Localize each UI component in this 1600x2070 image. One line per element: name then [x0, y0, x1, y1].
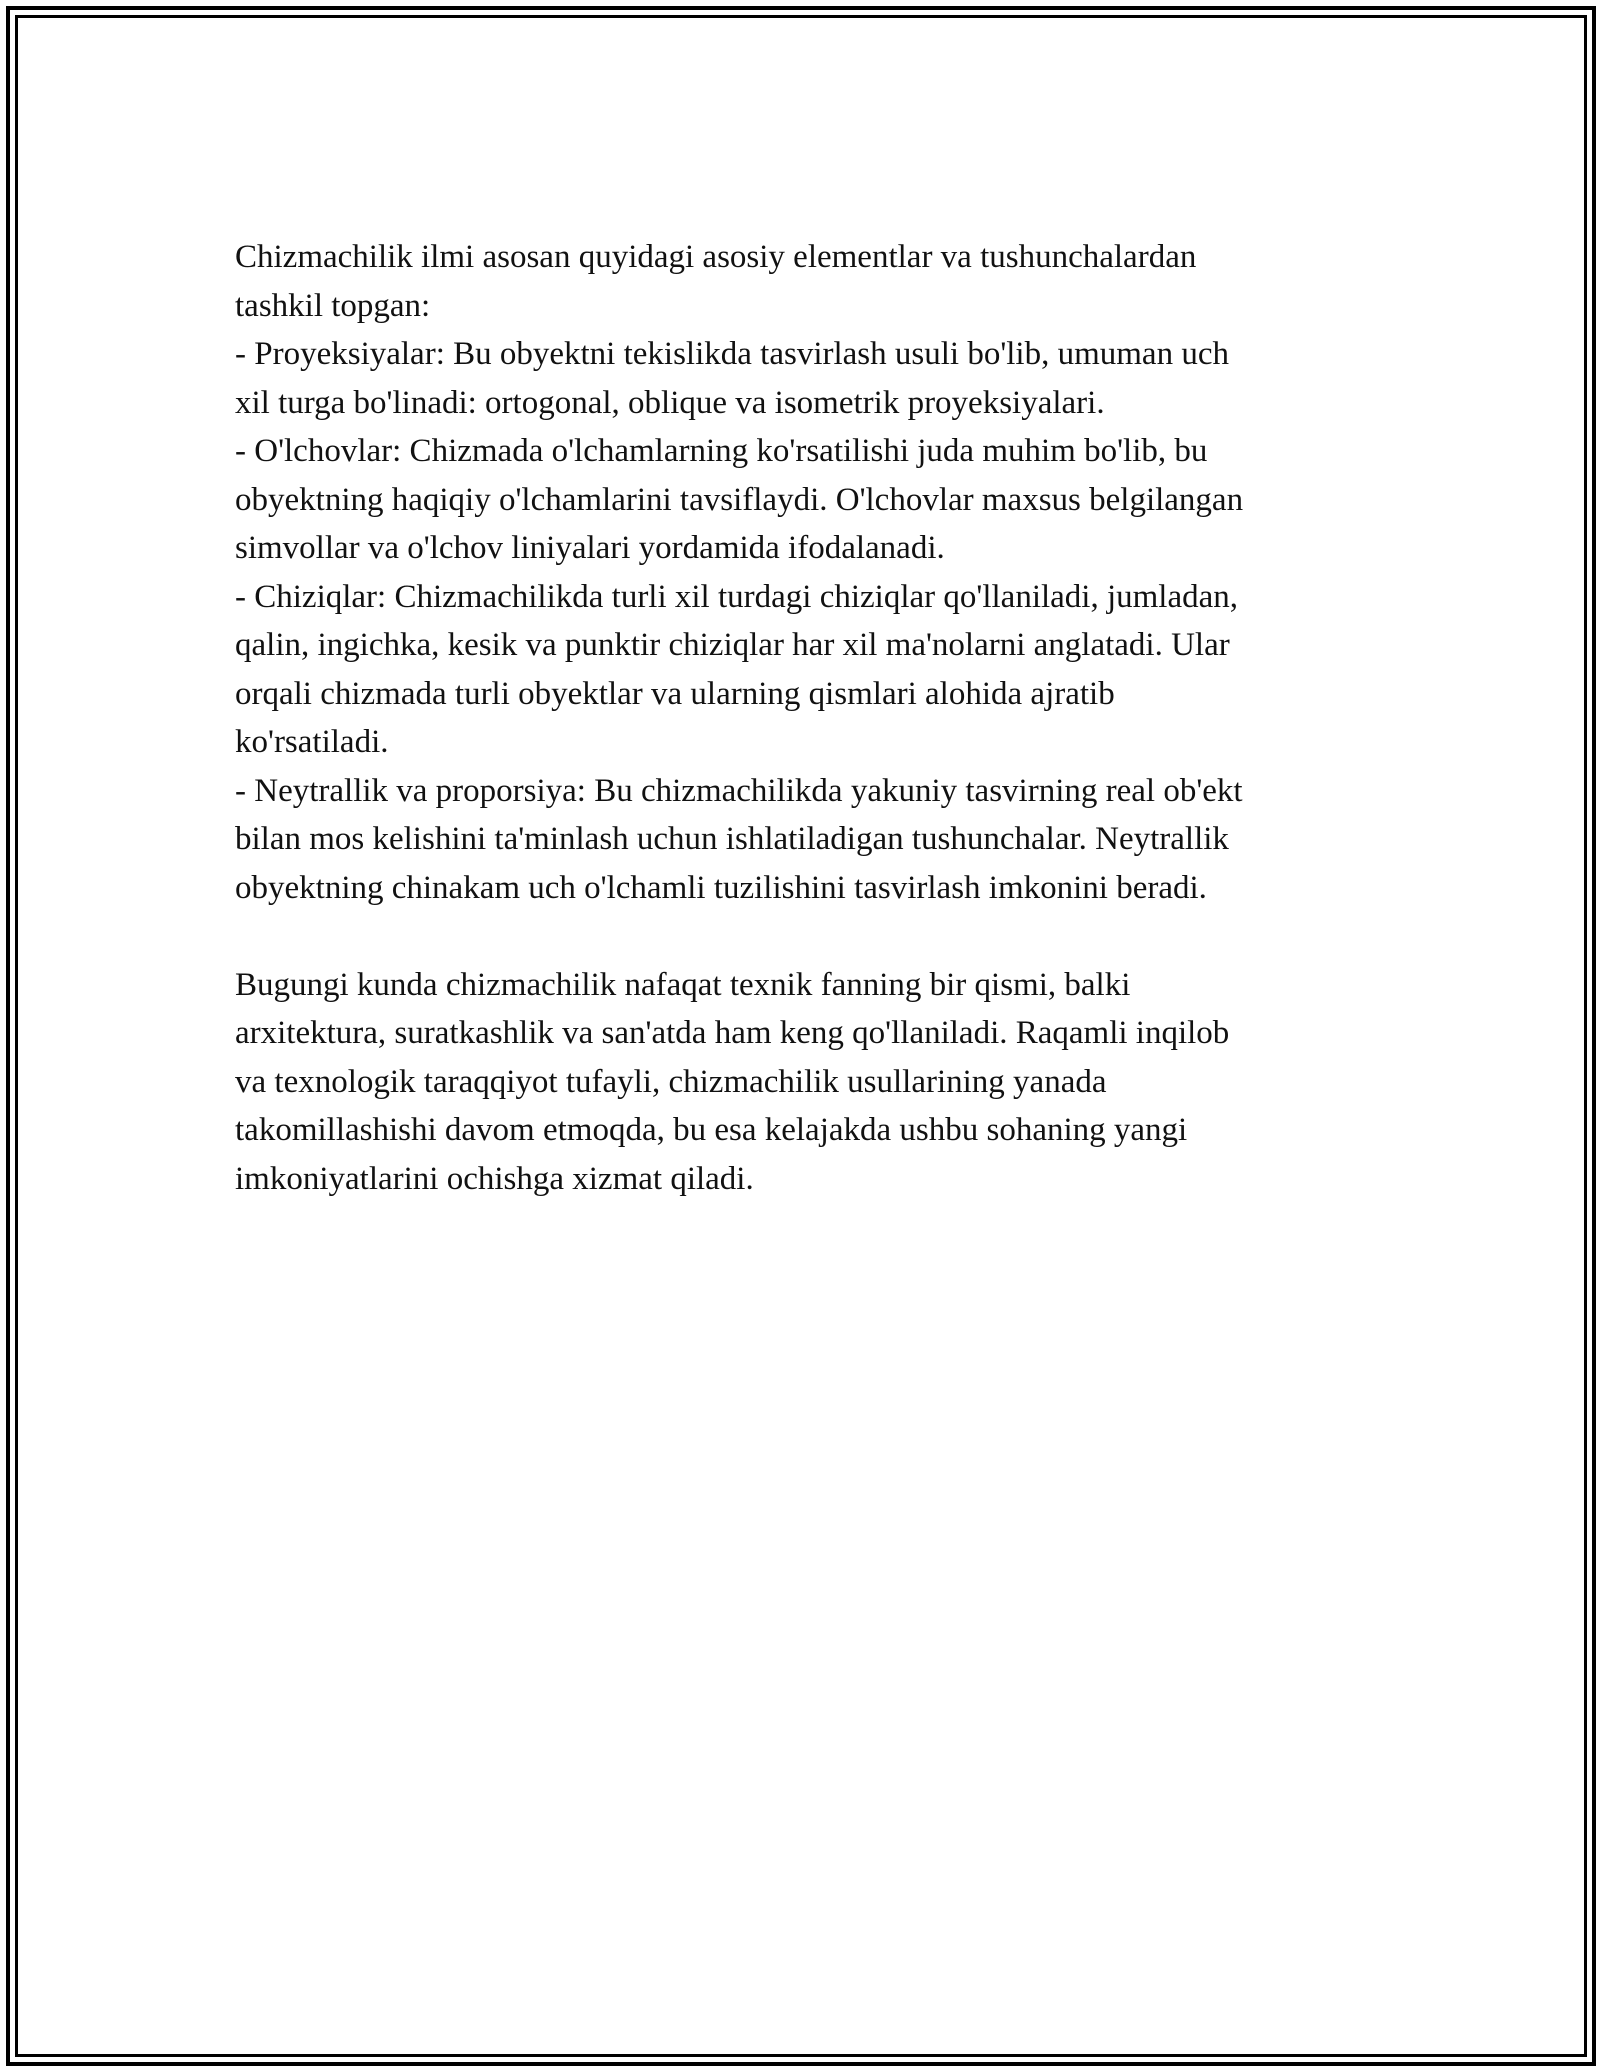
- text-line: Chizmachilik ilmi asosan quyidagi asosiy elementlar va tushunchalardan: [235, 239, 1197, 275]
- text-line: imkoniyatlarini ochishga xizmat qiladi.: [235, 1160, 754, 1197]
- paragraph-spacer: [235, 912, 1375, 961]
- text-line: orqali chizmada turli obyektlar va ularning qismlari alohida ajratib: [235, 675, 1115, 712]
- text-line: tashkil topgan:: [235, 287, 431, 324]
- text-line: simvollar va o'lchov liniyalari yordamida ifodalanadi.: [235, 530, 945, 566]
- text-line: takomillashishi davom etmoqda, bu esa kelajakda ushbu sohaning yangi: [235, 1112, 1188, 1148]
- text-line: ko'rsatiladi.: [235, 724, 389, 760]
- text-line: bilan mos kelishini ta'minlash uchun ishlatiladigan tushunchalar. Neytrallik: [235, 821, 1229, 857]
- text-line: - Neytrallik va proporsiya: Bu chizmachilikda yakuniy tasvirning real ob'ekt: [235, 772, 1243, 809]
- text-line: - Chiziqlar: Chizmachilikda turli xil turdagi chiziqlar qo'llaniladi, jumladan,: [235, 578, 1239, 615]
- paragraph-2: [235, 961, 1375, 1204]
- text-line: qalin, ingichka, kesik va punktir chiziqlar har xil ma'nolarni anglatadi. Ular: [235, 627, 1230, 663]
- text-line: va texnologik taraqqiyot tufayli, chizmachilik usullarining yanada: [235, 1063, 1107, 1100]
- text-line: xil turga bo'linadi: ortogonal, oblique va isometrik proyeksiyalari.: [235, 384, 1105, 421]
- text-line: - O'lchovlar: Chizmada o'lchamlarning ko'rsatilishi juda muhim bo'lib, bu: [235, 433, 1208, 469]
- text-line: obyektning chinakam uch o'lchamli tuzilishini tasvirlash imkonini beradi.: [235, 869, 1207, 906]
- document-body: [235, 233, 1375, 1203]
- text-line: - Proyeksiyalar: Bu obyektni tekislikda tasvirlash usuli bo'lib, umuman uch: [235, 336, 1229, 372]
- paragraph-1: [235, 233, 1375, 912]
- text-line: obyektning haqiqiy o'lchamlarini tavsiflaydi. O'lchovlar maxsus belgilangan: [235, 481, 1244, 518]
- text-line: Bugungi kunda chizmachilik nafaqat texnik fanning bir qismi, balki: [235, 966, 1131, 1003]
- text-line: arxitektura, suratkashlik va san'atda ham keng qo'llaniladi. Raqamli inqilob: [235, 1015, 1230, 1051]
